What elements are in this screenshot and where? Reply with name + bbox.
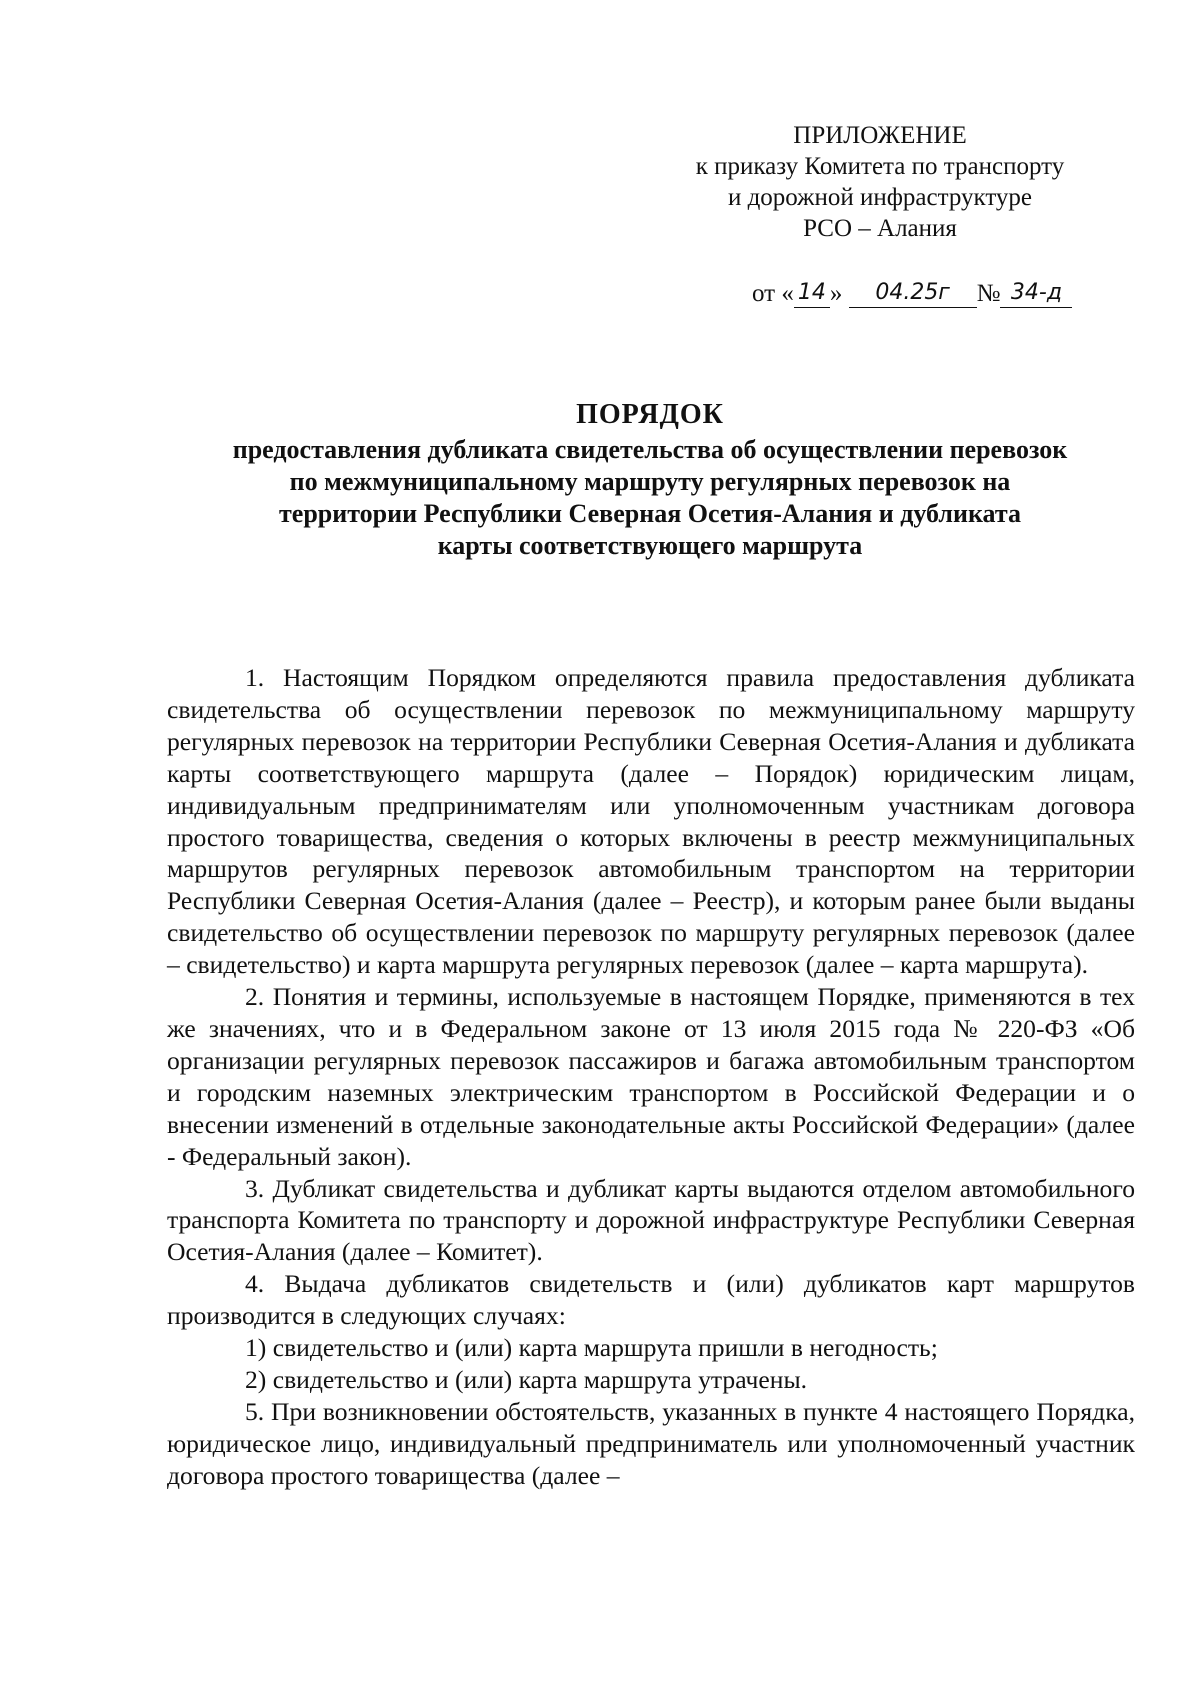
order-date-number xyxy=(752,278,1072,310)
document-title xyxy=(170,398,1130,562)
title-main: ПОРЯДОК xyxy=(576,399,724,430)
handwritten-month-year: 04.25г xyxy=(849,281,977,308)
appendix-header xyxy=(640,120,1120,244)
appendix-line-2: и дорожной инфраструктуре xyxy=(727,184,1033,211)
number-label: № xyxy=(976,280,1001,307)
list-item-2: 2) свидетельство и (или) карта маршрута утрачены. xyxy=(245,1364,808,1394)
paragraph-4: 4. Выдача дубликатов свидетельств и (или) дубликатов карт маршрутов производится в следующих случаях: xyxy=(167,1269,1135,1331)
date-prefix: от « xyxy=(752,280,794,307)
paragraph-1: 1. Настоящим Порядком определяются правила предоставления дубликата свидетельства об осуществлении перевозок по межмуниципальному маршруту регулярных перевозок на территории Республики Северная Осетия-Алания и дубликата карты соответствующего маршрута (далее – Порядок) юридическим лицам, индивидуальным предпринимателям или уполномоченным участникам договора простого товарищества, сведения о которых включены в реестр межмуниципальных маршрутов регулярных перевозок автомобильным транспортом на территории Республики Северная Осетия-Алания (далее – Реестр), и которым ранее были выданы свидетельство об осуществлении перевозок по маршруту регулярных перевозок (далее – свидетельство) и карта маршрута регулярных перевозок (далее – карта маршрута). xyxy=(167,663,1135,980)
paragraph-3: 3. Дубликат свидетельства и дубликат карты выдаются отделом автомобильного транспорта Комитета по транспорту и дорожной инфраструктуре Республики Северная Осетия-Алания (далее – Комитет). xyxy=(167,1173,1135,1267)
document-body xyxy=(167,662,1135,1492)
title-subtitle xyxy=(170,434,1130,562)
appendix-line-3: РСО – Алания xyxy=(803,215,957,242)
appendix-title: ПРИЛОЖЕНИЕ xyxy=(793,122,967,149)
appendix-line-1: к приказу Комитета по транспорту xyxy=(695,153,1065,180)
subtitle-line-2: по межмуниципальному маршруту регулярных перевозок на xyxy=(289,467,1011,496)
paragraph-5: 5. При возникновении обстоятельств, указанных в пункте 4 настоящего Порядка, юридическое лицо, индивидуальный предприниматель или уполномоченный участник договора простого товарищества (далее – xyxy=(167,1396,1135,1490)
handwritten-order-number: 34-д xyxy=(1000,281,1072,308)
subtitle-line-1: предоставления дубликата свидетельства об осуществлении перевозок xyxy=(232,435,1068,464)
paragraph-2: 2. Понятия и термины, используемые в настоящем Порядке, применяются в тех же значениях, что и в Федеральном законе от 13 июля 2015 года № 220-ФЗ «Об организации регулярных перевозок пассажиров и багажа автомобильным транспортом и городским наземных электрическим транспортом в Российской Федерации и о внесении изменений в отдельные законодательные акты Российской Федерации» (далее - Федеральный закон). xyxy=(167,982,1135,1171)
list-item-1: 1) свидетельство и (или) карта маршрута пришли в негодность; xyxy=(245,1333,938,1363)
subtitle-line-4: карты соответствующего маршрута xyxy=(437,531,863,560)
handwritten-day: 14 xyxy=(794,281,830,308)
subtitle-line-3: территории Республики Северная Осетия-Алания и дубликата xyxy=(279,499,1021,528)
date-mid: » xyxy=(829,280,843,307)
